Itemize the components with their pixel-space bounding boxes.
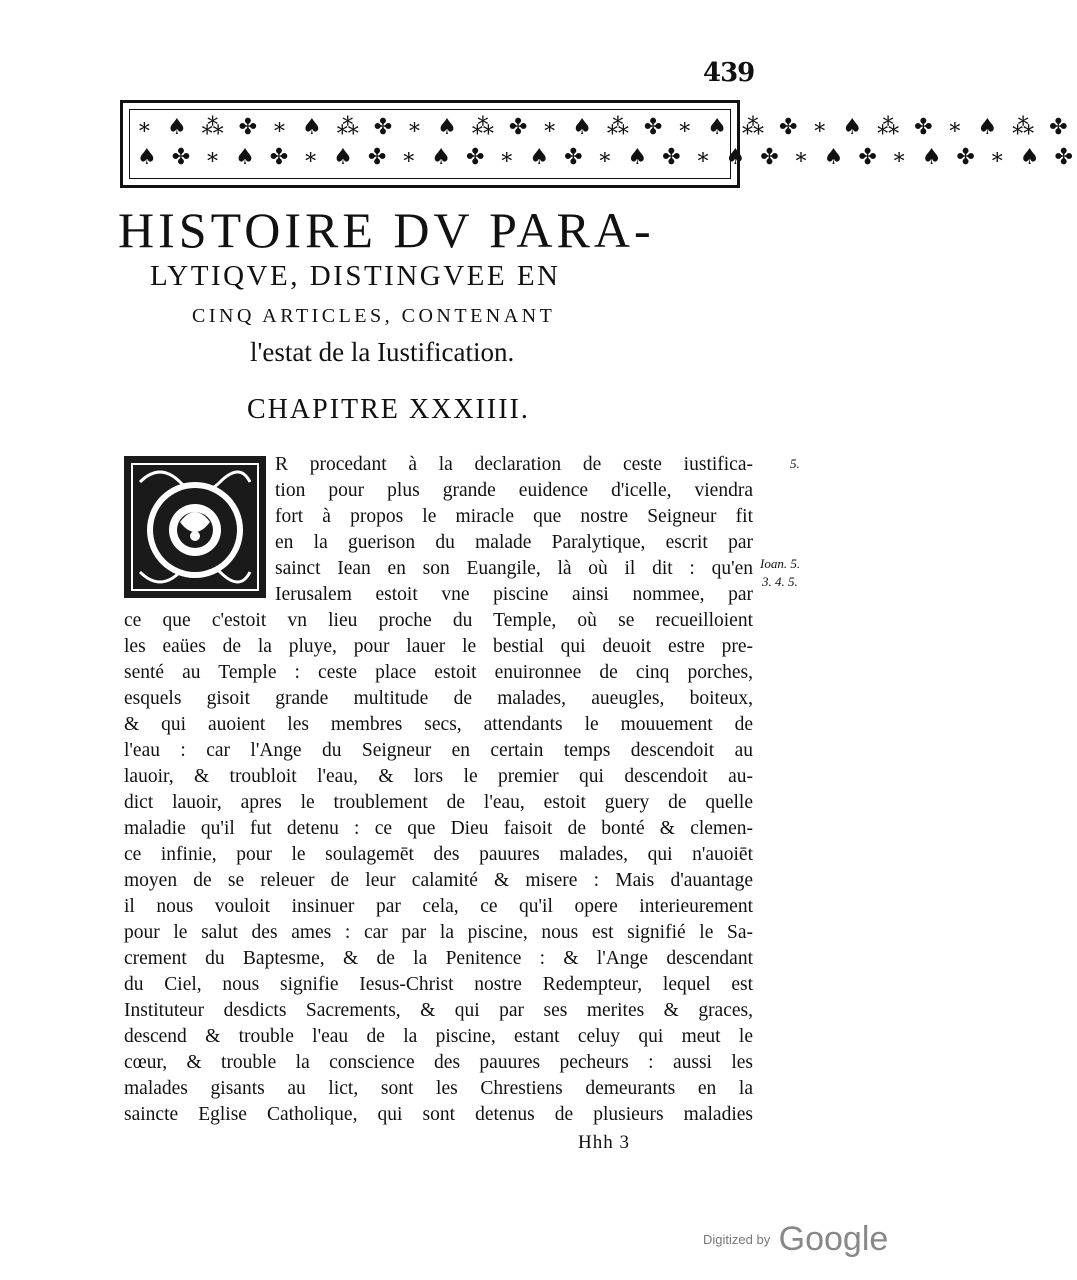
body-line: l'eau : car l'Ange du Seigneur en certain temps descendoit au bbox=[124, 740, 753, 761]
signature-mark: Hhh 3 bbox=[578, 1132, 630, 1153]
digitized-prefix: Digitized by bbox=[703, 1232, 771, 1247]
header-ornament bbox=[120, 100, 1077, 188]
body-line: il nous vouloit insinuer par cela, ce qu'il opere interieurement bbox=[124, 896, 753, 917]
margin-note: 5. bbox=[790, 456, 800, 471]
body-line: senté au Temple : ceste place estoit enuironnee de cinq porches, bbox=[124, 662, 753, 683]
title-line-4: l'estat de la Iustification. bbox=[250, 337, 515, 367]
body-line: les eaües de la pluye, pour lauer le bestial qui deuoit estre pre- bbox=[124, 636, 753, 657]
page-number: 439 bbox=[703, 58, 755, 88]
title-line-3: CINQ ARTICLES, CONTENANT bbox=[192, 305, 556, 327]
body-line: fort à propos le miracle que nostre Seigneur fit bbox=[275, 506, 753, 527]
body-line: maladie qu'il fut detenu : ce que Dieu faisoit de bonté & clemen- bbox=[124, 818, 753, 839]
margin-note: 3. 4. 5. bbox=[762, 574, 798, 589]
body-line: & qui auoient les membres secs, attendants le mouuement de bbox=[124, 714, 753, 735]
body-line: Ierusalem estoit vne piscine ainsi nommee, par bbox=[275, 584, 753, 605]
body-line: lauoir, & troubloit l'eau, & lors le premier qui descendoit au- bbox=[124, 766, 753, 787]
body-line: Instituteur desdicts Sacrements, & qui par ses merites & graces, bbox=[124, 1000, 753, 1021]
body-line: crement du Baptesme, & de la Penitence : & l'Ange descendant bbox=[124, 948, 753, 969]
ornament-row-2: ♠ ✤ ∗ ♠ ✤ ∗ ♠ ✤ ∗ ♠ ✤ ∗ ♠ ✤ ∗ ♠ ✤ ∗ ♠ ✤ ∗ ♠ ✤ ∗ ♠ ✤ ∗ ♠ ✤ bbox=[137, 145, 1077, 170]
body-line: malades gisants au lict, sont les Chrestiens demeurants en la bbox=[124, 1078, 753, 1099]
title-line-1: HISTOIRE DV PARA- bbox=[118, 202, 655, 258]
body-line: cœur, & trouble la conscience des pauures pecheurs : aussi les bbox=[124, 1052, 753, 1073]
body-line: ce infinie, pour le soulagemēt des pauures malades, qui n'auoiēt bbox=[124, 844, 753, 865]
body-line: R procedant à la declaration de ceste iustifica- bbox=[275, 454, 753, 475]
body-line: esquels gisoit grande multitude de malades, aueugles, boiteux, bbox=[124, 688, 753, 709]
body-line: du Ciel, nous signifie Iesus-Christ nostre Redempteur, lequel est bbox=[124, 974, 753, 995]
body-line: sainct Iean en son Euangile, là où il dit : qu'en bbox=[275, 558, 753, 579]
body-line: saincte Eglise Catholique, qui sont detenus de plusieurs maladies bbox=[124, 1104, 753, 1125]
body-line: descend & trouble l'eau de la piscine, estant celuy qui meut le bbox=[124, 1026, 753, 1047]
body-line: dict lauoir, apres le troublement de l'eau, estoit guery de quelle bbox=[124, 792, 753, 813]
margin-note: Ioan. 5. bbox=[760, 556, 801, 571]
drop-cap-ornament bbox=[120, 452, 270, 602]
chapter-heading: CHAPITRE XXXIIII. bbox=[247, 394, 530, 425]
digitized-watermark bbox=[703, 1220, 888, 1259]
body-line: moyen de se releuer de leur calamité & misere : Mais d'auantage bbox=[124, 870, 753, 891]
body-line: ce que c'estoit vn lieu proche du Temple, où se recueilloient bbox=[124, 610, 753, 631]
ornament-row-1: ∗ ♠ ⁂ ✤ ∗ ♠ ⁂ ✤ ∗ ♠ ⁂ ✤ ∗ ♠ ⁂ ✤ ∗ ♠ ⁂ ✤ ∗ ♠ ⁂ ✤ ∗ ♠ ⁂ ✤ bbox=[137, 115, 1072, 140]
title-line-2: LYTIQVE, DISTINGVEE EN bbox=[150, 260, 561, 292]
body-line: en la guerison du malade Paralytique, escrit par bbox=[275, 532, 753, 553]
body-line: pour le salut des ames : car par la piscine, nous est signifié le Sa- bbox=[124, 922, 753, 943]
google-logo: Google bbox=[778, 1220, 889, 1258]
body-line: tion pour plus grande euidence d'icelle, viendra bbox=[275, 480, 753, 501]
